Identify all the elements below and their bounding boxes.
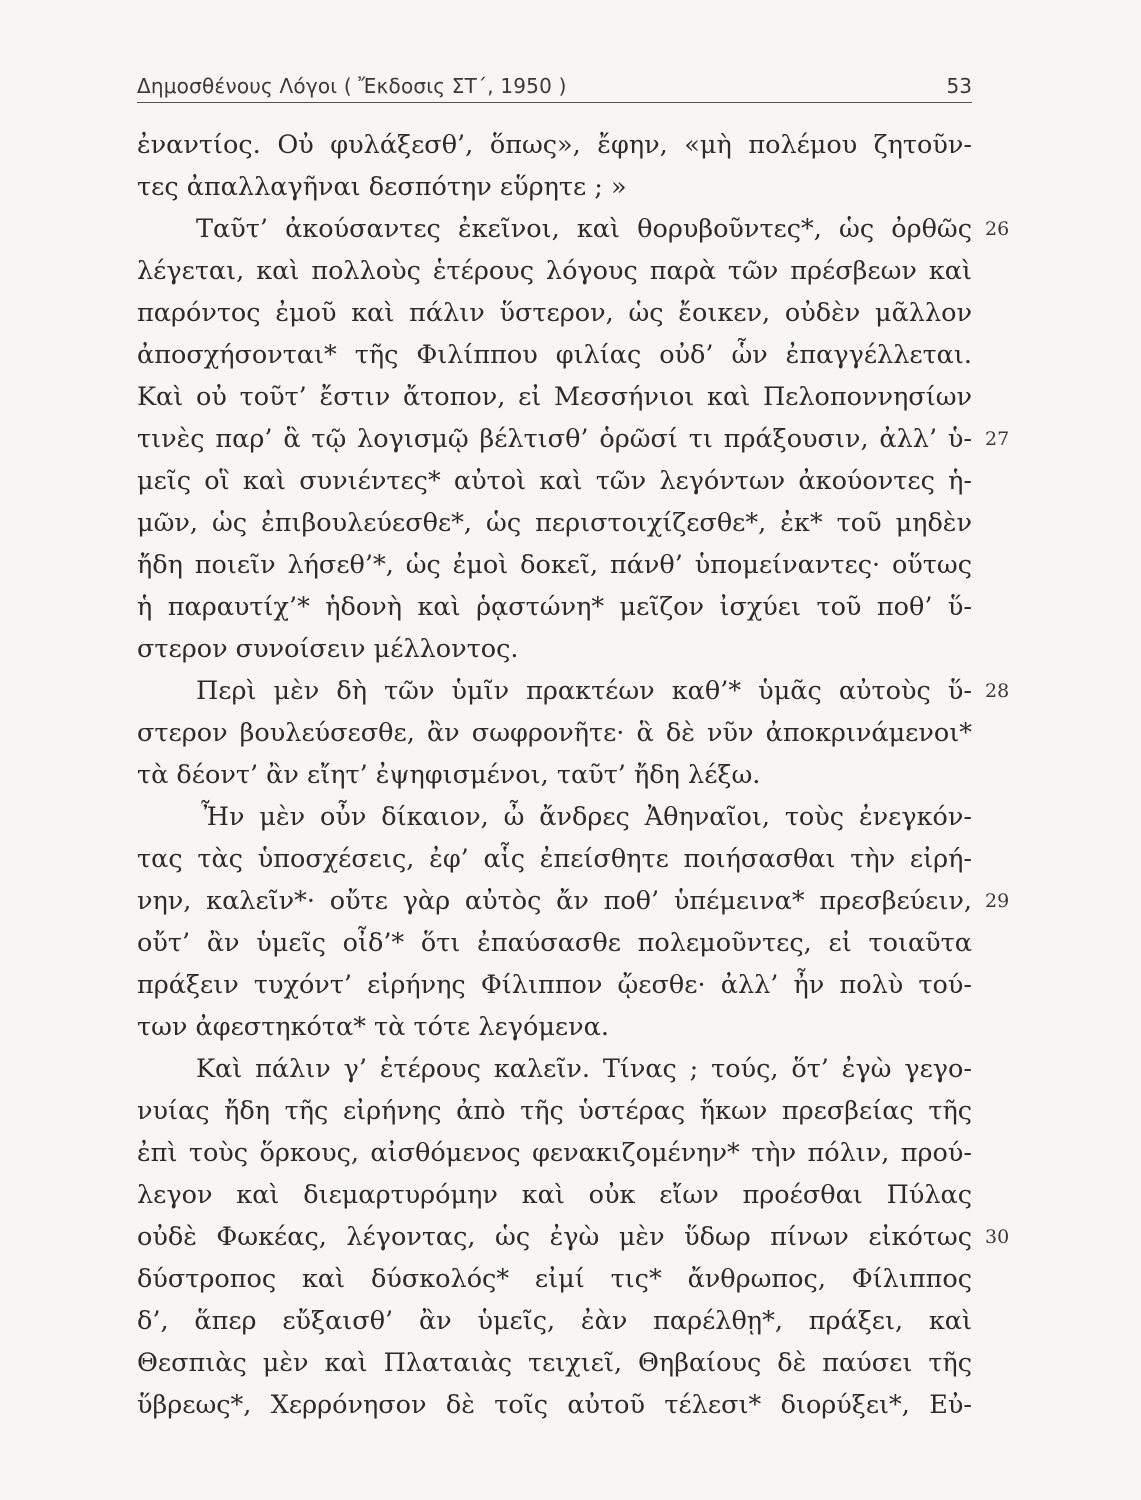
line-text: Καὶ πάλιν γ’ ἑτέρους καλεῖν. Τίνας ; τούς, ὅτ’ ἐγὼ γεγο- [196, 1054, 972, 1084]
line-text: ἐναντίος. Οὐ φυλάξεσθ’, ὅπως», ἔφην, «μὴ πολέμου ζητοῦν- [137, 130, 972, 160]
text-line [137, 796, 972, 838]
text-line [137, 964, 972, 1006]
text-line [137, 544, 972, 586]
line-text: Ἦν μὲν οὖν δίκαιον, ὦ ἄνδρες Ἀθηναῖοι, τοὺς ἐνεγκόν- [201, 802, 972, 832]
line-text: λεγον καὶ διεμαρτυρόμην καὶ οὐκ εἴων προέσθαι Πύλας [137, 1180, 972, 1210]
text-line [137, 628, 972, 670]
text-line [137, 250, 972, 292]
line-text: παρόντος ἐμοῦ καὶ πάλιν ὕστερον, ὡς ἔοικεν, οὐδὲν μᾶλλον [137, 298, 972, 328]
text-line [137, 460, 972, 502]
section-number: 26 [985, 218, 1010, 240]
line-text: οὔτ’ ἂν ὑμεῖς οἶδ’* ὅτι ἐπαύσασθε πολεμοῦντες, εἰ τοιαῦτα [137, 928, 972, 958]
text-line [137, 1174, 972, 1216]
line-text: μεῖς οἳ καὶ συνιέντες* αὐτοὶ καὶ τῶν λεγόντων ἀκούοντες ἡ- [137, 466, 972, 496]
line-text: Καὶ οὐ τοῦτ’ ἔστιν ἄτοπον, εἰ Μεσσήνιοι καὶ Πελοποννησίων [137, 382, 972, 412]
text-line [137, 1216, 1010, 1258]
text-line [137, 292, 972, 334]
text-line [137, 124, 972, 166]
section-number: 29 [985, 890, 1010, 912]
line-text: Περὶ μὲν δὴ τῶν ὑμῖν πρακτέων καθ’* ὑμᾶς αὐτοὺς ὕ- [196, 676, 972, 706]
text-line [137, 838, 972, 880]
text-line [137, 754, 972, 796]
line-text: ἡ παραυτίχ’* ἡδονὴ καὶ ῥᾳστώνη* μεῖζον ἰσχύει τοῦ ποθ’ ὕ- [137, 592, 972, 622]
text-line [137, 334, 972, 376]
text-line [137, 166, 972, 208]
line-text: νυίας ἤδη τῆς εἰρήνης ἀπὸ τῆς ὑστέρας ἥκων πρεσβείας τῆς [137, 1096, 972, 1126]
line-text: στερον συνοίσειν μέλλοντος. [137, 634, 519, 664]
line-text: των ἀφεστηκότα* τὰ τότε λεγόμενα. [137, 1012, 609, 1042]
section-number: 30 [985, 1226, 1010, 1248]
text-line [137, 376, 972, 418]
line-text: λέγεται, καὶ πολλοὺς ἑτέρους λόγους παρὰ τῶν πρέσβεων καὶ [137, 256, 972, 286]
text-line [137, 880, 1010, 922]
running-header [137, 72, 972, 103]
text-line [137, 1048, 972, 1090]
text-line [137, 586, 972, 628]
body-text [137, 124, 1010, 1426]
line-text: Ταῦτ’ ἀκούσαντες ἐκεῖνοι, καὶ θορυβοῦντες*, ὡς ὀρθῶς [196, 214, 972, 244]
line-text: δύστροπος καὶ δύσκολός* εἰμί τις* ἄνθρωπος, Φίλιππος [137, 1264, 972, 1294]
text-line [137, 208, 1010, 250]
section-number: 27 [985, 428, 1010, 450]
line-text: Θεσπιὰς μὲν καὶ Πλαταιὰς τειχιεῖ, Θηβαίους δὲ παύσει τῆς [137, 1348, 972, 1378]
line-text: μῶν, ὡς ἐπιβουλεύεσθε*, ὡς περιστοιχίζεσθε*, ἐκ* τοῦ μηδὲν [137, 508, 972, 538]
page-number: 53 [946, 74, 972, 98]
line-text: ὕβρεως*, Χερρόνησον δὲ τοῖς αὐτοῦ τέλεσι* διορύξει*, Εὐ- [137, 1390, 972, 1420]
line-text: τινὲς παρ’ ἃ τῷ λογισμῷ βέλτισθ’ ὁρῶσί τι πράξουσιν, ἀλλ’ ὑ- [137, 424, 972, 454]
text-line [137, 1300, 972, 1342]
line-text: πράξειν τυχόντ’ εἰρήνης Φίλιππον ᾤεσθε· ἀλλ’ ἦν πολὺ τού- [137, 970, 972, 1000]
text-line [137, 1090, 972, 1132]
line-text: τες ἀπαλλαγῆναι δεσπότην εὕρητε ; » [137, 172, 627, 202]
line-text: οὐδὲ Φωκέας, λέγοντας, ὡς ἐγὼ μὲν ὕδωρ πίνων εἰκότως [137, 1222, 972, 1252]
line-text: ἀποσχήσονται* τῆς Φιλίππου φιλίας οὐδ’ ὧν ἐπαγγέλλεται. [137, 340, 972, 370]
text-line [137, 922, 972, 964]
section-number: 28 [985, 680, 1010, 702]
text-line [137, 1006, 972, 1048]
text-line [137, 712, 972, 754]
line-text: τὰ δέοντ’ ἂν εἴητ’ ἐψηφισμένοι, ταῦτ’ ἤδη λέξω. [137, 760, 761, 790]
line-text: τας τὰς ὑποσχέσεις, ἐφ’ αἷς ἐπείσθητε ποιήσασθαι τὴν εἰρή- [137, 844, 972, 874]
line-text: στερον βουλεύσεσθε, ἂν σωφρονῆτε· ἃ δὲ νῦν ἀποκρινάμενοι* [137, 718, 972, 748]
line-text: ἐπὶ τοὺς ὅρκους, αἰσθόμενος φενακιζομένην* τὴν πόλιν, πρού- [137, 1138, 972, 1168]
text-line [137, 670, 1010, 712]
text-line [137, 1384, 972, 1426]
text-line [137, 418, 1010, 460]
header-title: Δημοσθένους Λόγοι ( Ἔκδοσις ΣΤ΄, 1950 ) [137, 74, 567, 98]
text-line [137, 1258, 972, 1300]
text-line [137, 502, 972, 544]
line-text: δ’, ἅπερ εὔξαισθ’ ἂν ὑμεῖς, ἐὰν παρέλθῃ*, πράξει, καὶ [137, 1306, 972, 1336]
text-line [137, 1342, 972, 1384]
line-text: ἤδη ποιεῖν λήσεθ’*, ὡς ἐμοὶ δοκεῖ, πάνθ’ ὑπομείναντες· οὕτως [137, 550, 972, 580]
line-text: νην, καλεῖν*· οὔτε γὰρ αὐτὸς ἄν ποθ’ ὑπέμεινα* πρεσβεύειν, [137, 886, 972, 916]
text-line [137, 1132, 972, 1174]
